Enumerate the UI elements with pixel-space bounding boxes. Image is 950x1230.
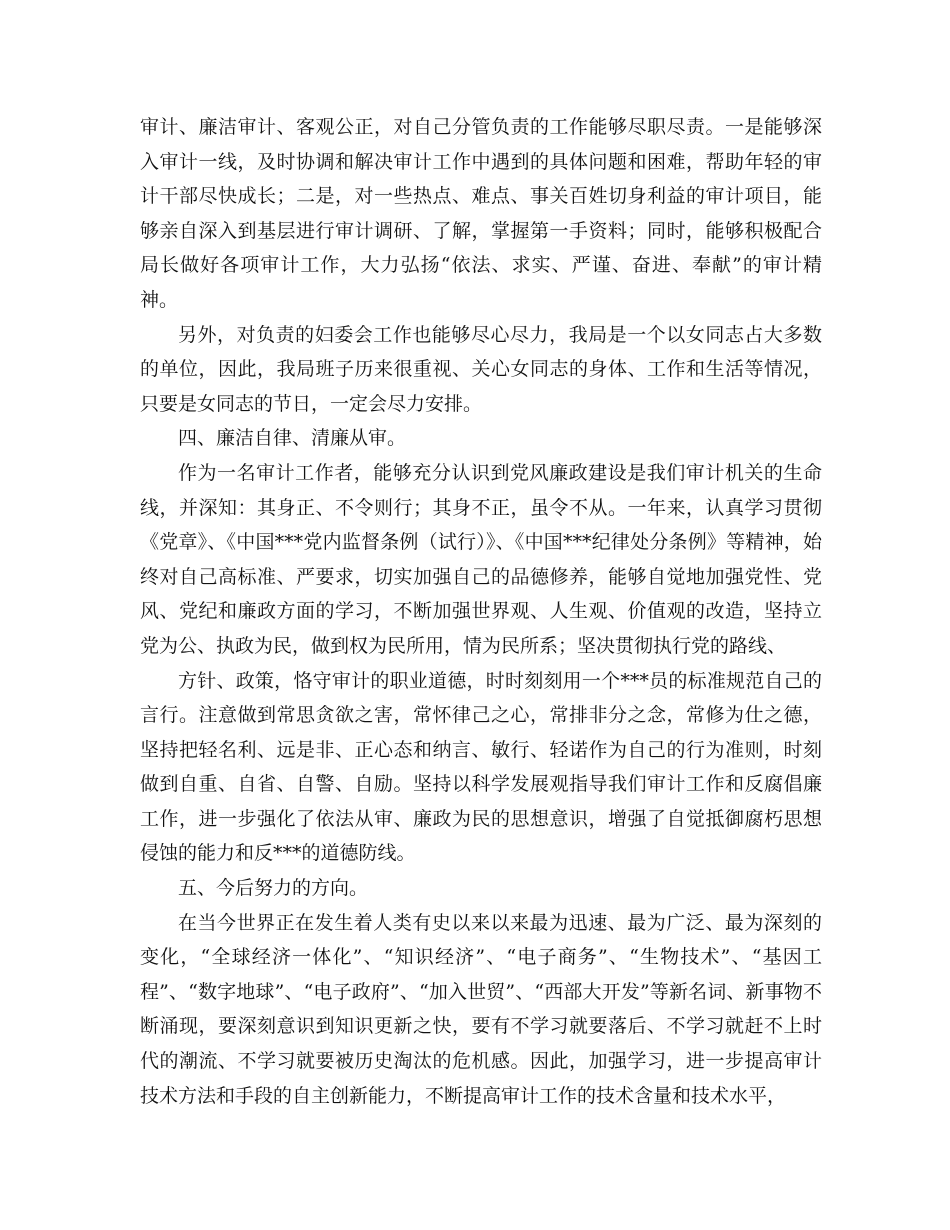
section-heading-4: 四、廉洁自律、清廉从审。: [178, 427, 407, 450]
section-heading-5: 五、今后努力的方向。: [178, 877, 369, 900]
paragraph-1: 审计、廉洁审计、客观公正，对自己分管负责的工作能够尽职尽责。一是能够深入审计一线，及时协调和解决审计工作中遇到的具体问题和困难，帮助年轻的审计干部尽快成长；二是，对一些热点、难点、事关百姓切身利益的审计项目，能够亲自深入到基层进行审计调研、了解，掌握第一手资料；同时，能够积极配合局长做好各项审计工作，大力弘扬“依法、求实、严谨、奋进、奉献”的审计精神。: [140, 116, 822, 311]
paragraph-7: 在当今世界正在发生着人类有史以来以来最为迅速、最为广泛、最为深刻的变化，“全球经济一体化”、“知识经济”、“电子商务”、“生物技术”、“基因工程”、“数字地球”、“电子政府”、“加入世贸”、“西部大开发”等新名词、新事物不断涌现，要深刻意识到知识更新之快，要有不学习就要落后、不学习就赶不上时代的潮流、不学习就要被历史淘汰的危机感。因此，加强学习，进一步提高审计技术方法和手段的自主创新能力，不断提高审计工作的技术含量和技术水平，: [140, 911, 822, 1107]
paragraph-2: 另外，对负责的妇委会工作也能够尽心尽力，我局是一个以女同志占大多数的单位，因此，我局班子历来很重视、关心女同志的身体、工作和生活等情况，只要是女同志的节日，一定会尽力安排。: [140, 323, 822, 415]
paragraph-4: 作为一名审计工作者，能够充分认识到党风廉政建设是我们审计机关的生命线，并深知：其身正、不令则行；其身不正，虽令不从。一年来，认真学习贯彻《党章》、《中国***党内监督条例（试行）》、《中国***纪律处分条例》等精神，始终对自己高标准、严要求，切实加强自己的品德修养，能够自觉地加强党性、党风、党纪和廉政方面的学习，不断加强世界观、人生观、价值观的改造，坚持立党为公、执政为民，做到权为民所用，情为民所系；坚决贯彻执行党的路线、: [140, 461, 822, 657]
document-page: [140, 110, 822, 1113]
paragraph-5: 方针、政策，恪守审计的职业道德，时时刻刻用一个***员的标准规范自己的言行。注意做到常思贪欲之害，常怀律己之心，常排非分之念，常修为仕之德，坚持把轻名利、远是非、正心态和纳言、敏行、轻诺作为自己的行为准则，时刻做到自重、自省、自警、自励。坚持以科学发展观指导我们审计工作和反腐倡廉工作，进一步强化了依法从审、廉政为民的思想意识，增强了自觉抵御腐朽思想侵蚀的能力和反***的道德防线。: [140, 669, 822, 865]
